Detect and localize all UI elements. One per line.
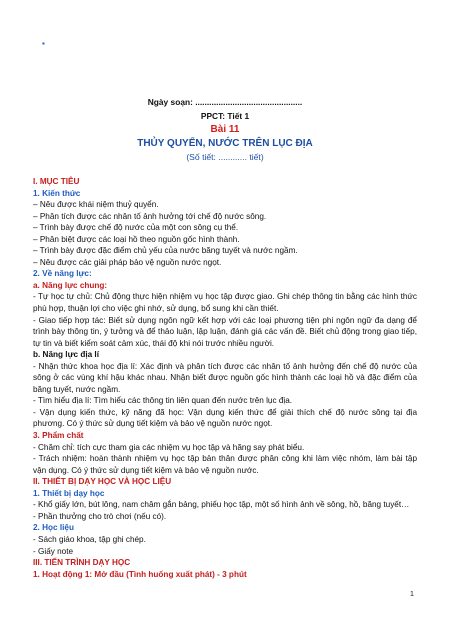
subsection-heading: 2. Học liệu — [33, 523, 74, 533]
competency-item: - Vận dụng kiến thức, kỹ năng đã học: Vận dụng kiến thức để giải thích chế độ nước sông tại địa phương. Có ý thức sử dụng tiết kiệm và bảo vệ nguồn nước ngọt. — [33, 407, 417, 429]
subsection-heading: 3. Phẩm chất — [33, 431, 84, 441]
equipment-item: - Phần thưởng cho trò chơi (nếu có). — [33, 511, 167, 521]
section-heading: III. TIẾN TRÌNH DẠY HỌC — [33, 558, 131, 568]
page-number: 1 — [409, 589, 414, 598]
knowledge-item: – Trình bày được đặc điểm chủ yếu của nước băng tuyết và nước ngầm. — [33, 246, 298, 256]
material-item: - Sách giáo khoa, tập ghi chép. — [33, 534, 146, 544]
date-line: Ngày soạn: .............................................. — [147, 97, 303, 107]
competency-item: - Giao tiếp hợp tác: Biết sử dụng ngôn ngữ kết hợp với các loại phương tiện phi ngôn ngữ đa dạng để trình bày thông tin, ý tưởng và để thảo luận, lập luận, đánh giá các vấn đề. Biết chủ động trong giao tiếp, tự tin và biết kiểm soát cảm xúc, thái độ khi nói trước nhiều người. — [33, 315, 417, 348]
knowledge-item: – Nêu được các giải pháp bảo vệ nguồn nước ngọt. — [33, 257, 222, 267]
lesson-number: Bài 11 — [210, 124, 240, 135]
subsection-heading: 1. Thiết bị dạy học — [33, 488, 105, 498]
knowledge-item: – Nêu được khái niệm thuỷ quyển. — [33, 200, 159, 210]
bullet-mark: ▪ — [42, 39, 45, 48]
section-heading: II. THIẾT BỊ DẠY HỌC VÀ HỌC LIỆU — [33, 477, 172, 487]
competency-item: - Tìm hiểu địa lí: Tìm hiểu các thông tin liên quan đến nước trên lục địa. — [33, 396, 293, 406]
competency-heading: b. Năng lực địa lí — [33, 350, 99, 360]
subsection-heading: 2. Về năng lực: — [33, 269, 92, 279]
ppct-line: PPCT: Tiết 1 — [200, 111, 250, 121]
document-body — [33, 176, 417, 580]
lesson-title: THỦY QUYỂN, NƯỚC TRÊN LỤC ĐỊA — [137, 138, 313, 149]
competency-item: - Nhận thức khoa học địa lí: Xác định và phân tích được các nhân tố ảnh hưởng đến chế độ nước của sông ở các vùng khí hậu khác nhau. Nhận biết được nguồn gốc hình thành các loại hồ và đặc điểm của băng tuyết, nước ngầm. — [33, 361, 417, 394]
equipment-item: - Khổ giấy lớn, bút lông, nam châm gắn bảng, phiếu học tập, một số hình ảnh về sông, hồ, băng tuyết… — [33, 500, 410, 510]
subsection-heading: 1. Kiến thức — [33, 188, 81, 198]
competency-heading: a. Năng lực chung: — [33, 280, 108, 290]
activity-heading: 1. Hoạt động 1: Mở đầu (Tình huống xuất phát) - 3 phút — [33, 569, 247, 579]
period-count: (Số tiết: ............ tiết) — [186, 152, 264, 162]
quality-item: - Chăm chỉ: tích cực tham gia các nhiệm vụ học tập và hăng say phát biểu. — [33, 442, 305, 452]
knowledge-item: – Phân tích được các nhân tố ảnh hưởng tới chế độ nước sông. — [33, 211, 267, 221]
material-item: - Giấy note — [33, 546, 74, 556]
section-heading: I. MỤC TIÊU — [33, 177, 80, 186]
knowledge-item: – Trình bày được chế độ nước của một con sông cụ thể. — [33, 223, 239, 233]
competency-item: - Tự học tự chủ: Chủ động thực hiện nhiệm vụ học tập được giao. Ghi chép thông tin bằng các hình thức phù hợp, thuận lợi cho việc ghi nhớ, sử dụng, bổ sung khi cần thiết. — [33, 292, 417, 314]
quality-item: - Trách nhiệm: hoàn thành nhiệm vụ học tập bản thân được phân công khi làm việc nhóm, làm bài tập vận dụng. Có ý thức sử dụng tiết kiệm và bảo vệ nguồn nước. — [33, 454, 417, 475]
knowledge-item: – Phân biệt được các loại hồ theo nguồn gốc hình thành. — [33, 234, 240, 244]
